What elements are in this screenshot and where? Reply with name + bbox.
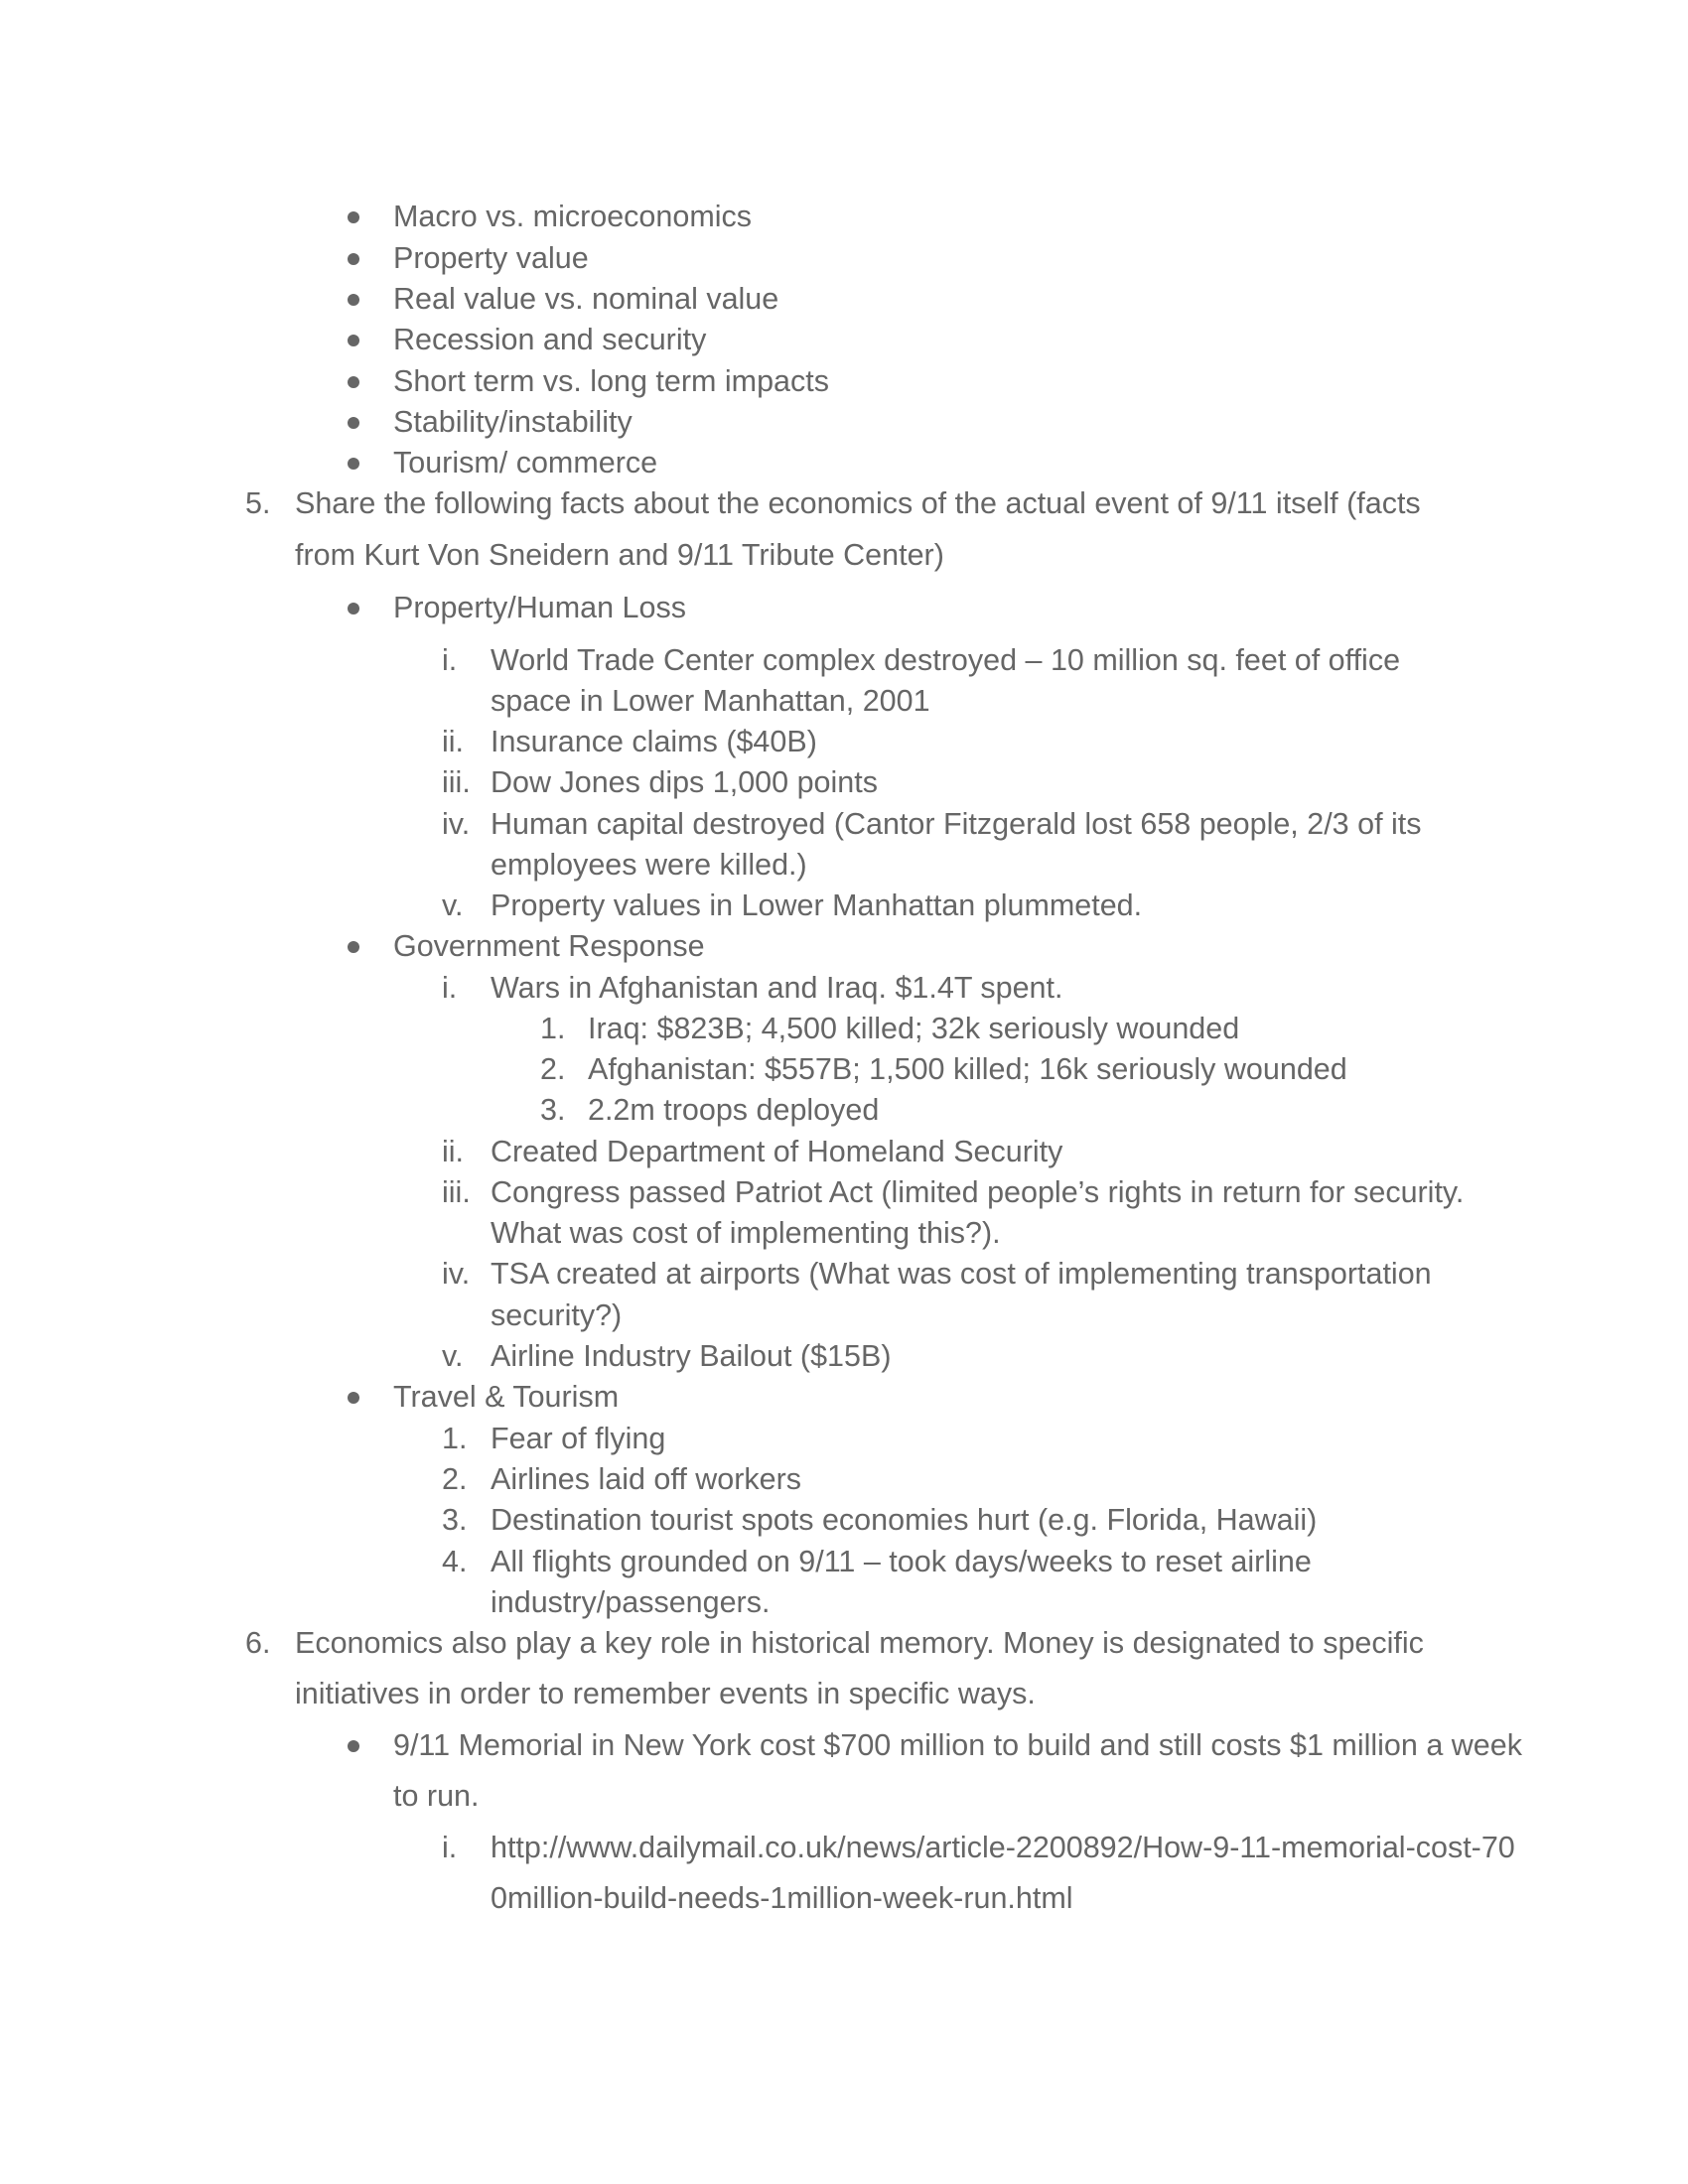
list-marker: 1. [540, 1012, 566, 1045]
list-item: Recession and security [393, 323, 707, 356]
list-item: Macro vs. microeconomics [393, 200, 752, 233]
list-item: Congress passed Patriot Act (limited people’s rights in return for security. [491, 1175, 1465, 1209]
list-item: Wars in Afghanistan and Iraq. $1.4T spent. [491, 971, 1063, 1005]
section-heading: Government Response [393, 929, 705, 963]
list-item: Property values in Lower Manhattan plummeted. [491, 888, 1143, 922]
list-item: Afghanistan: $557B; 1,500 killed; 16k seriously wounded [588, 1052, 1347, 1086]
article-link-continuation[interactable]: 0million-build-needs-1million-week-run.html [491, 1881, 1073, 1915]
list-item: Human capital destroyed (Cantor Fitzgerald lost 658 people, 2/3 of its [491, 807, 1422, 841]
bullet-icon [348, 1392, 359, 1404]
item6-line2: initiatives in order to remember events in specific ways. [295, 1677, 1036, 1710]
list-item: Airlines laid off workers [491, 1462, 802, 1496]
item6-line1: Economics also play a key role in historical memory. Money is designated to specific [295, 1626, 1424, 1660]
list-item: Dow Jones dips 1,000 points [491, 765, 878, 799]
list-item: World Trade Center complex destroyed – 10 million sq. feet of office [491, 643, 1401, 677]
bullet-icon [348, 603, 359, 614]
list-item-continuation: What was cost of implementing this?). [491, 1216, 1001, 1250]
list-marker: iii. [442, 765, 471, 799]
list-item-continuation: to run. [393, 1779, 480, 1813]
list-item: Real value vs. nominal value [393, 282, 779, 316]
article-link[interactable]: http://www.dailymail.co.uk/news/article-2200892/How-9-11-memorial-cost-70 [491, 1831, 1515, 1864]
list-item: Airline Industry Bailout ($15B) [491, 1339, 892, 1373]
bullet-icon [348, 376, 359, 388]
bullet-icon [348, 211, 359, 223]
list-item-continuation: employees were killed.) [491, 848, 807, 882]
bullet-icon [348, 1740, 359, 1752]
list-marker: ii. [442, 725, 465, 758]
list-marker: 3. [442, 1503, 468, 1537]
list-item: 2.2m troops deployed [588, 1093, 880, 1127]
bullet-icon [348, 294, 359, 306]
section-heading: Travel & Tourism [393, 1380, 620, 1414]
list-marker: ii. [442, 1135, 465, 1168]
list-marker: 4. [442, 1545, 468, 1578]
list-item-continuation: security?) [491, 1298, 623, 1332]
list-marker: v. [442, 1339, 464, 1373]
list-item: Property value [393, 241, 589, 275]
list-item: Stability/instability [393, 405, 633, 439]
list-marker: iii. [442, 1175, 471, 1209]
list-marker: iv. [442, 1257, 471, 1291]
list-item: All flights grounded on 9/11 – took days/weeks to reset airline [491, 1545, 1312, 1578]
list-item: Insurance claims ($40B) [491, 725, 817, 758]
list-marker: 2. [442, 1462, 468, 1496]
bullet-icon [348, 335, 359, 346]
list-item-continuation: industry/passengers. [491, 1585, 771, 1619]
list-marker: i. [442, 971, 458, 1005]
list-item: Destination tourist spots economies hurt (e.g. Florida, Hawaii) [491, 1503, 1318, 1537]
list-item: Fear of flying [491, 1422, 666, 1455]
list-marker: iv. [442, 807, 471, 841]
bullet-icon [348, 253, 359, 265]
bullet-icon [348, 458, 359, 470]
item5-line2: from Kurt Von Sneidern and 9/11 Tribute Center) [295, 538, 944, 572]
list-item: Short term vs. long term impacts [393, 364, 829, 398]
list-marker: 6. [245, 1626, 271, 1660]
item5-line1: Share the following facts about the economics of the actual event of 9/11 itself (facts [295, 486, 1421, 520]
bullet-icon [348, 417, 359, 429]
list-item: TSA created at airports (What was cost of implementing transportation [491, 1257, 1432, 1291]
list-item: 9/11 Memorial in New York cost $700 million to build and still costs $1 million a week [393, 1728, 1522, 1762]
list-marker: 2. [540, 1052, 566, 1086]
list-marker: 5. [245, 486, 271, 520]
list-marker: i. [442, 643, 458, 677]
list-marker: v. [442, 888, 464, 922]
list-item-continuation: space in Lower Manhattan, 2001 [491, 684, 930, 718]
section-heading: Property/Human Loss [393, 591, 686, 624]
list-item: Iraq: $823B; 4,500 killed; 32k seriously wounded [588, 1012, 1240, 1045]
list-item: Created Department of Homeland Security [491, 1135, 1063, 1168]
bullet-icon [348, 941, 359, 953]
list-marker: i. [442, 1831, 458, 1864]
list-marker: 1. [442, 1422, 468, 1455]
list-marker: 3. [540, 1093, 566, 1127]
list-item: Tourism/ commerce [393, 446, 658, 479]
